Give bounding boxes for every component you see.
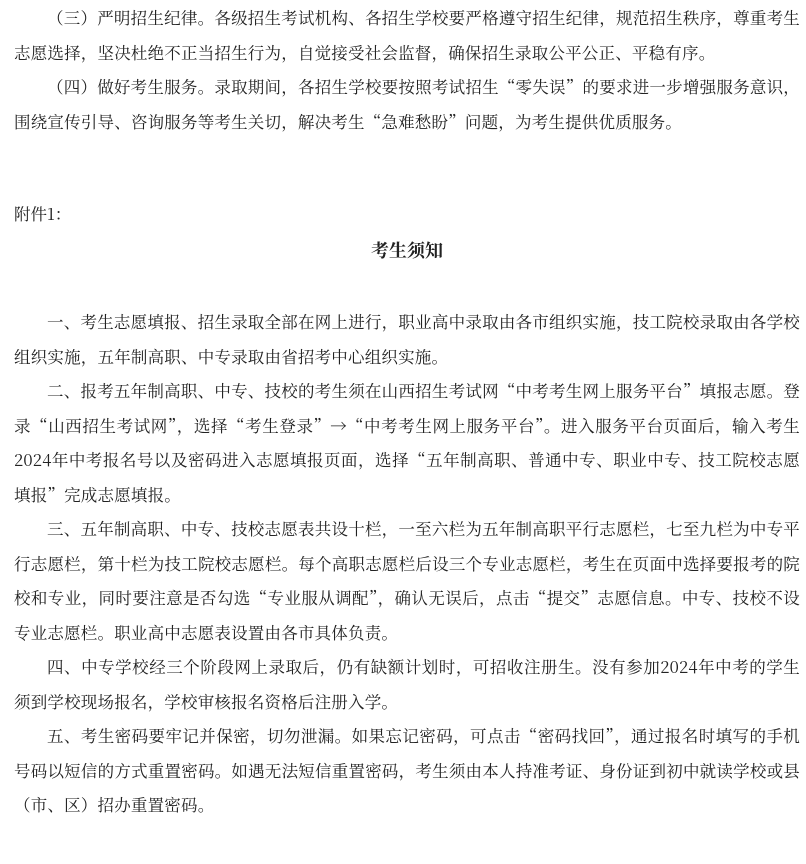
- paragraph-service: （四）做好考生服务。录取期间，各招生学校要按照考试招生“零失误”的要求进一步增强服务意识，围绕宣传引导、咨询服务等考生关切，解决考生“急难愁盼”问题，为考生提供优质服务。: [14, 74, 800, 133]
- notice-item-1: 一、考生志愿填报、招生录取全部在网上进行，职业高中录取由各市组织实施，技工院校录取由各学校组织实施，五年制高职、中专录取由省招考中心组织实施。: [14, 309, 800, 368]
- notice-item-4: 四、中专学校经三个阶段网上录取后，仍有缺额计划时，可招收注册生。没有参加2024年中考的学生须到学校现场报名，学校审核报名资格后注册入学。: [14, 654, 800, 713]
- notice-item-2: 二、报考五年制高职、中专、技校的考生须在山西招生考试网“中考考生网上服务平台”填报志愿。登录“山西招生考试网”，选择“考生登录”→“中考考生网上服务平台”。进入服务平台页面后，输入考生2024年中考报名号以及密码进入志愿填报页面，选择“五年制高职、普通中专、职业中专、技工院校志愿填报”完成志愿填报。: [14, 378, 800, 506]
- document-body: [14, 0, 800, 822]
- attachment-label: 附件1：: [14, 201, 72, 225]
- notice-item-3: 三、五年制高职、中专、技校志愿表共设十栏，一至六栏为五年制高职平行志愿栏，七至九栏为中专平行志愿栏，第十栏为技工院校志愿栏。每个高职志愿栏后设三个专业志愿栏，考生在页面中选择要报考的院校和专业，同时要注意是否勾选“专业服从调配”，确认无误后，点击“提交”志愿信息。中专、技校不设专业志愿栏。职业高中志愿表设置由各市具体负责。: [14, 516, 800, 644]
- notice-item-5: 五、考生密码要牢记并保密，切勿泄漏。如果忘记密码，可点击“密码找回”，通过报名时填写的手机号码以短信的方式重置密码。如遇无法短信重置密码，考生须由本人持准考证、身份证到初中就读学校或县（市、区）招办重置密码。: [14, 723, 800, 816]
- paragraph-discipline: （三）严明招生纪律。各级招生考试机构、各招生学校要严格遵守招生纪律，规范招生秩序，尊重考生志愿选择，坚决杜绝不正当招生行为，自觉接受社会监督，确保招生录取公平公正、平稳有序。: [14, 5, 800, 64]
- notice-title: 考生须知: [371, 237, 443, 263]
- title-spacer: [14, 270, 800, 304]
- section-spacer: [14, 138, 800, 196]
